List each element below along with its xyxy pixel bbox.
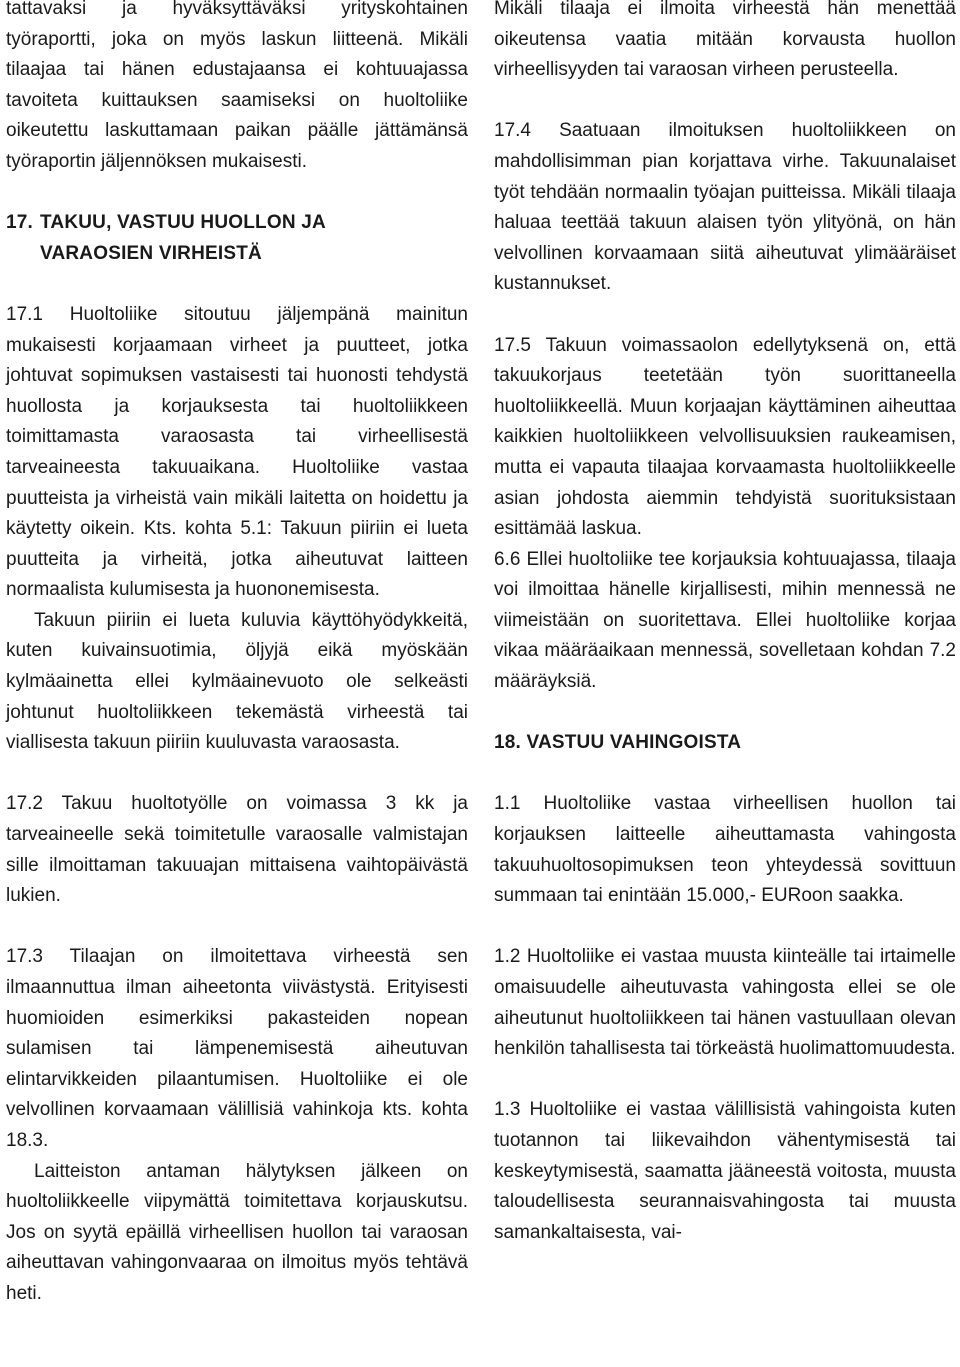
paragraph-17-3-continued: Laitteiston antaman hälytyksen jälkeen on huoltoliikkeelle viipymättä toimitettava korjauskutsu. Jos on syytä epäillä virheellisen huollon tai varaosan aiheuttavan vahingonvaaraa on ilmoitus myös tehtävä heti.	[6, 1160, 468, 1304]
paragraph-1-2: 1.2 Huoltoliike ei vastaa muusta kiinteälle tai irtaimelle omaisuudelle aiheutuvasta vahingosta ellei se ole aiheutunut huoltoliikkeen tai hänen vastuullaan olevan henkilön tahallisesta tai törkeästä huolimattomuudesta.	[494, 946, 956, 1060]
paragraph-1-1: 1.1 Huoltoliike vastaa virheellisen huollon tai korjauksen laitteelle aiheuttamasta vahingosta takuuhuoltosopimuksen teon yhteydessä sovittuun summaan tai enintään 15.000,- EURoon saakka.	[494, 793, 956, 907]
paragraph-17-1: 17.1 Huoltoliike sitoutuu jäljempänä mainitun mukaisesti korjaamaan virheet ja puutteet, jotka johtuvat sopimuksen vastaisesti tai huonosti tehdystä huollosta ja korjauksesta tai huoltoliikkeen toimittamasta varaosasta tai virheellisestä tarveaineesta takuuaikana. Huoltoliike vastaa puutteista ja virheistä vain mikäli laitetta on hoidettu ja käytetty oikein. Kts. kohta 5.1: Takuun piiriin ei lueta puutteita ja virheitä, jotka aiheutuvat laitteen normaalista kulumisesta ja huononemisesta.	[6, 303, 468, 601]
section-heading-17-line2: VARAOSIEN VIRHEISTÄ	[40, 242, 262, 264]
paragraph-17-5: 17.5 Takuun voimassaolon edellytyksenä on, että takuukorjaus teetetään työn suorittaneella huoltoliikkeellä. Muun korjaajan käyttäminen aiheuttaa kaikkien huoltoliikkeen velvollisuuksien raukeamisen, mutta ei vapauta tilaajaa korvaamasta huoltoliikkeelle asian johdosta aiemmin tehdyistä suorituksistaan esittämää laskua.	[494, 334, 956, 540]
paragraph-intro: tattavaksi ja hyväksyttäväksi yrityskohtainen työraportti, joka on myös laskun liitteenä. Mikäli tilaajaa tai hänen edustajaansa ei kohtuuajassa tavoiteta kuittauksen saamiseksi on huoltoliike oikeutettu laskuttamaan paikan päälle jättämänsä työraportin jäljennöksen mukaisesti.	[6, 0, 468, 172]
paragraph-1-3: 1.3 Huoltoliike ei vastaa välillisistä vahingoista kuten tuotannon tai liikevaihdon vähentymisestä tai keskeytymisestä, saamatta jääneestä voitosta, muusta taloudellisesta seurannaisvahingosta tai muusta samankaltaisesta, vai-	[494, 1099, 956, 1243]
paragraph-17-4: 17.4 Saatuaan ilmoituksen huoltoliikkeen on mahdollisimman pian korjattava virhe. Takuunalaiset työt tehdään normaalin työajan puitteissa. Mikäli tilaaja haluaa teettää takuun alaisen työn ylityönä, on hän velvollinen korvaamaan siitä aiheutuvat ylimääräiset kustannukset.	[494, 120, 956, 295]
paragraph-17-3-end: Mikäli tilaaja ei ilmoita virheestä hän menettää oikeutensa vaatia mitään korvausta huollon virheellisyyden tai varaosan virheen perusteella.	[494, 0, 956, 81]
section-heading-18: 18. VASTUU VAHINGOISTA	[494, 732, 742, 754]
section-number-17: 17.	[6, 212, 34, 234]
left-column	[6, 0, 468, 1340]
right-column	[494, 0, 956, 1279]
paragraph-17-1-continued: Takuun piiriin ei lueta kuluvia käyttöhyödykkeitä, kuten kuivainsuotimia, öljyjä eikä myöskään kylmäainetta ellei kylmäainevuoto ole selkeästi johtunut huoltoliikkeen tekemästä virheestä tai viallisesta takuun piiriin kuuluvasta varaosasta.	[6, 609, 468, 754]
paragraph-17-3: 17.3 Tilaajan on ilmoitettava virheestä sen ilmaannuttua ilman aiheetonta viivästystä. Erityisesti huomioiden esimerkiksi pakasteiden nopean sulamisen tai lämpenemisestä aiheutuvan elintarvikkeiden pilaantumisen. Huoltoliike ei ole velvollinen korvaamaan välillisiä vahinkoja kts. kohta 18.3.	[6, 946, 468, 1151]
section-heading-17-line1: TAKUU, VASTUU HUOLLON JA	[40, 212, 326, 234]
paragraph-6-6: 6.6 Ellei huoltoliike tee korjauksia kohtuuajassa, tilaaja voi ilmoittaa hänelle kirjallisesti, mihin mennessä ne viimeistään on suoritettava. Ellei huoltoliike korjaa vikaa määräaikaan mennessä, sovelletaan kohdan 7.2 määräyksiä.	[494, 548, 956, 693]
section-heading-17	[6, 208, 468, 269]
paragraph-17-2: 17.2 Takuu huoltotyölle on voimassa 3 kk ja tarveaineelle sekä toimitetulle varaosalle valmistajan sille ilmoittaman takuuajan mittaisena vaihtopäivästä lukien.	[6, 793, 468, 907]
